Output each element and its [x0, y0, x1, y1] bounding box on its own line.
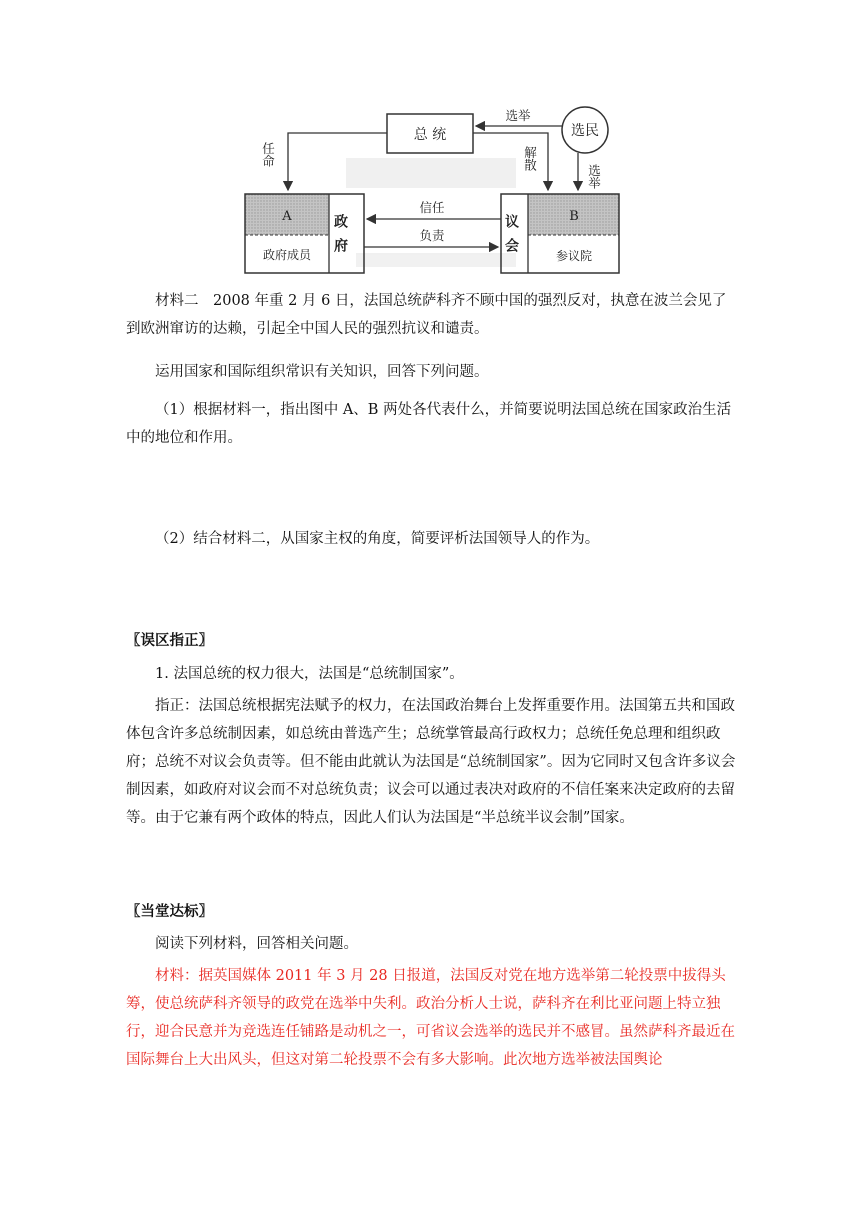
dissolve-label: 解散: [522, 146, 538, 171]
government-box: [245, 194, 364, 273]
elect-label-top: 选举: [505, 108, 531, 123]
appoint-label: 任命: [260, 142, 276, 167]
misconception-item: 1. 法国总统的权力很大，法国是“总统制国家”。: [155, 666, 464, 682]
box-a-sub: 政府成员: [262, 248, 312, 262]
parliament-label: 议会: [503, 214, 519, 262]
box-b-label: B: [569, 209, 579, 224]
political-system-diagram: [236, 98, 630, 276]
parliament-box: [501, 194, 619, 273]
responsible-label: 负责: [419, 228, 445, 243]
instruction: 运用国家和国际组织常识有关知识，回答下列问题。: [155, 364, 489, 380]
misconception-heading: 〖误区指正〗: [126, 632, 213, 649]
question-1: （1）根据材料一，指出图中 A、B 两处各代表什么，并简要说明法国总统在国家政治生活中的地位和作用。: [126, 402, 732, 446]
exercise-instruction: 阅读下列材料，回答相关问题。: [155, 936, 358, 952]
voters-label: 选民: [571, 123, 599, 139]
voters-circle: [562, 107, 608, 153]
exercise-heading: 〖当堂达标〗: [126, 903, 213, 920]
trust-label: 信任: [419, 200, 445, 215]
exercise-material: 材料：据英国媒体 2011 年 3 月 28 日报道，法国反对党在地方选举第二轮投票中拔得头筹，使总统萨科齐领导的政党在选举中失利。政治分析人士说，萨科齐在利比亚问题上特立独行，迎合民意并为竞选连任铺路是动机之一，可省议会选举的选民并不感冒。虽然萨科齐最近在国际舞台上大出风头，但这对第二轮投票不会有多大影响。此次地方选举被法国舆论: [126, 968, 735, 1068]
government-label: 政府: [332, 214, 348, 262]
box-a-label: A: [282, 209, 292, 224]
misconception-correction: 指正：法国总统根据宪法赋予的权力，在法国政治舞台上发挥重要作用。法国第五共和国政体包含许多总统制因素，如总统由普选产生；总统掌管最高行政权力；总统任免总理和组织政府；总统不对议会负责等。但不能由此就认为法国是“总统制国家”。因为它同时又包含许多议会制因素，如政府对议会而不对总统负责；议会可以通过表决对政府的不信任案来决定政府的去留等。由于它兼有两个政体的特点，因此人们认为法国是“半总统半议会制”国家。: [126, 698, 736, 826]
box-b-sub: 参议院: [555, 249, 593, 263]
question-2: （2）结合材料二，从国家主权的角度，简要评析法国领导人的作为。: [155, 531, 600, 547]
president-box: [387, 114, 473, 153]
elect-label-side: 选举: [586, 164, 602, 189]
material-two: 材料二 2008 年重 2 月 6 日，法国总统萨科齐不顾中国的强烈反对，执意在波兰会见了到欧洲窜访的达赖，引起全中国人民的强烈抗议和谴责。: [126, 293, 727, 337]
president-label: 总 统: [413, 127, 447, 143]
